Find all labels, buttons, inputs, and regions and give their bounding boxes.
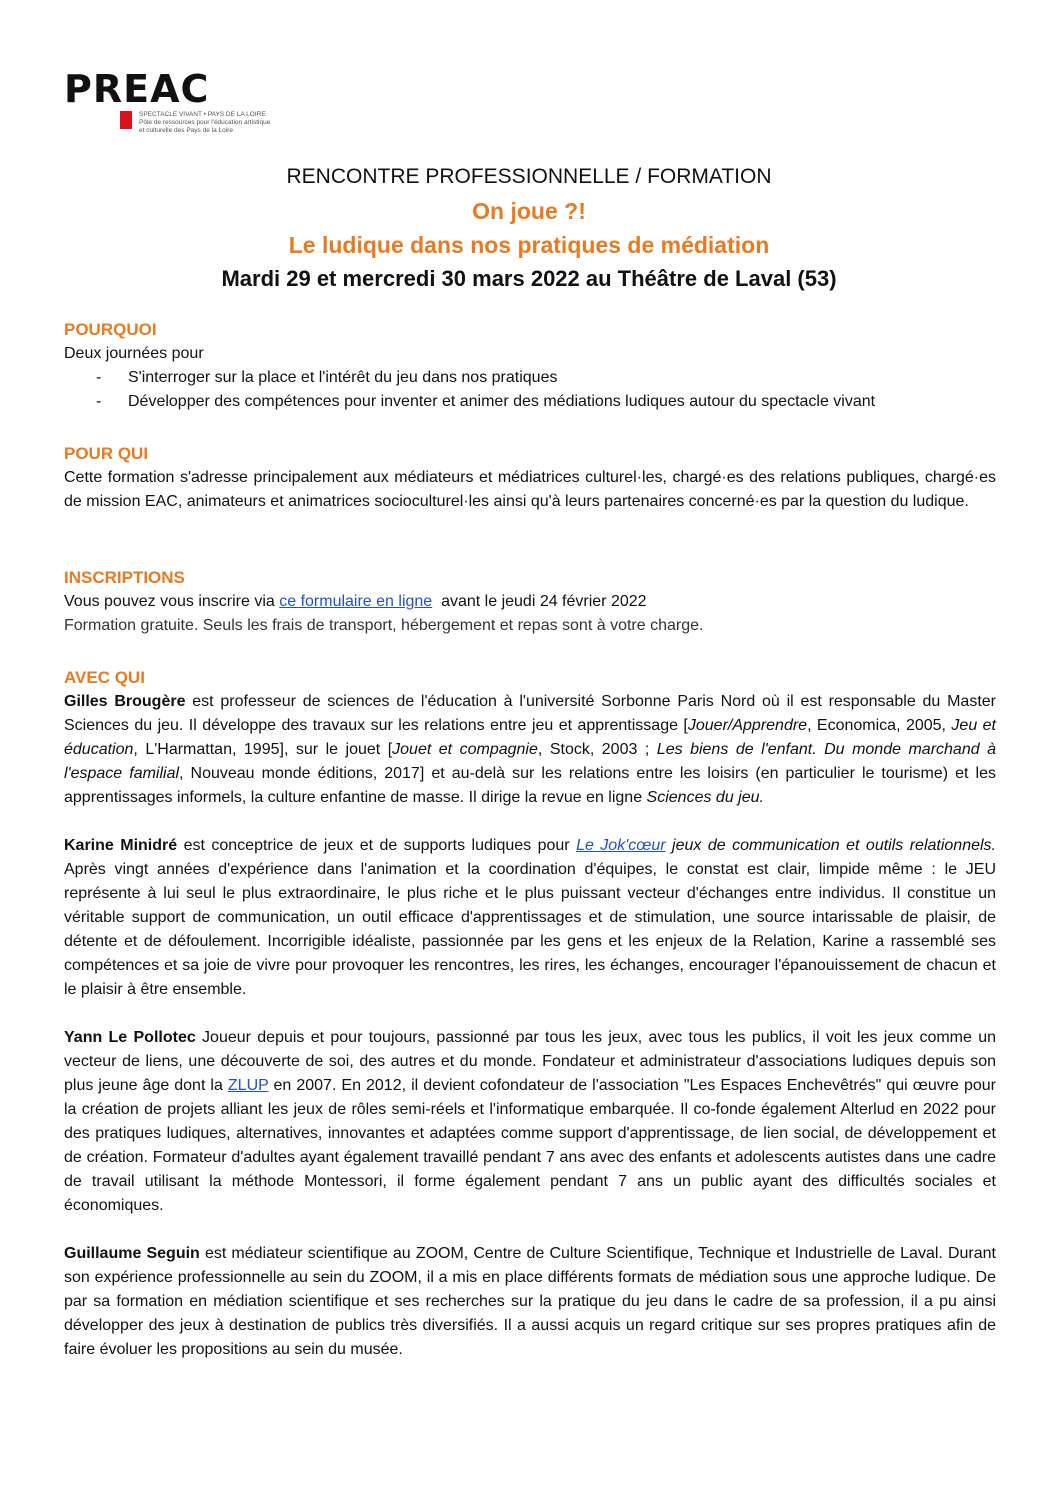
bio-gilles-brougere [64, 690, 996, 810]
list-item [64, 390, 996, 414]
bio-text: est professeur de sciences de l'éducation à l'université Sorbonne Paris Nord où il est responsable du Master Sciences du jeu. Il développe des travaux sur les relations entre jeu et apprentissage [ [64, 693, 996, 734]
heading-pour-qui: POUR QUI [64, 444, 149, 463]
heading-avec-qui: AVEC QUI [64, 668, 145, 687]
bio-text: , Economica, 2005, [807, 717, 952, 734]
bio-text: Après vingt années d'expérience dans l'animation et la coordination d'équipes, le constat est clair, limpide même : le JEU représente à lui seul le plus extraordinaire, le plus riche et le plus puissant vecteur d'échanges entre individus. Il constitue un véritable support de communication, un outil efficace d'apprentissages et de stimulation, une source intarissable de plaisir, de détente et de défoulement. Incorrigible idéaliste, passionnée par les gens et les enjeux de la Relation, Karine a rassemblé ses compétences et sa joie de vivre pour provoquer les rencontres, les rires, les échanges, encourager l'épanouissement de chacun et le plaisir à être ensemble. [64, 861, 996, 998]
list-item [64, 366, 996, 390]
speaker-name: Guillaume Seguin [64, 1245, 200, 1262]
bullet-dash: - [96, 369, 102, 386]
pourquoi-list [64, 366, 996, 414]
logo-tagline [139, 111, 270, 135]
book-title: Jouer/Apprendre [687, 717, 808, 734]
heading-inscriptions: INSCRIPTIONS [64, 568, 185, 587]
logo-wordmark: PREAC [64, 67, 210, 111]
bio-text: , Stock, 2003 ; [537, 741, 657, 758]
heading-pourquoi: POURQUOI [64, 320, 157, 339]
speaker-name: Gilles Brougère [64, 693, 186, 710]
bio-yann-le-pollotec [64, 1026, 996, 1218]
section-pourquoi [64, 318, 996, 414]
bio-text: , Nouveau monde éditions, 2017] et au-delà sur les relations entre les loisirs (en particulier le tourisme) et les apprentissages informels, la culture enfantine de masse. Il dirige la revue en ligne [64, 765, 997, 806]
bio-text: , L'Harmattan, 1995], sur le jouet [ [133, 741, 393, 758]
logo-tagline-line2: Pôle de ressources pour l'éducation artistique [139, 119, 271, 126]
event-date: Mardi 29 et mercredi 30 mars 2022 au Théâtre de Laval (53) [221, 266, 837, 291]
speaker-name: Yann Le Pollotec [64, 1029, 196, 1046]
registration-form-link[interactable]: ce formulaire en ligne [279, 593, 433, 610]
inscriptions-cost-note: Formation gratuite. Seuls les frais de transport, hébergement et repas sont à votre charge. [64, 617, 704, 634]
logo-tagline-line1: SPECTACLE VIVANT • PAYS DE LA LOIRE [139, 111, 266, 118]
jokcoeur-link[interactable]: Le Jok'cœur [576, 837, 666, 854]
bullet-dash: - [96, 393, 102, 410]
inscriptions-deadline: avant le jeudi 24 février 2022 [432, 593, 647, 610]
bio-text: est conceptrice de jeux et de supports ludiques pour [177, 837, 577, 854]
section-pour-qui [64, 442, 996, 514]
book-title: Jeu et éducation [64, 717, 996, 758]
inscriptions-line1 [64, 590, 996, 614]
zlup-link[interactable]: ZLUP [227, 1077, 269, 1094]
bio-karine-minidre [64, 834, 996, 1002]
section-avec-qui [64, 666, 996, 1362]
inscriptions-text: Vous pouvez vous inscrire via [64, 593, 280, 610]
bio-guillaume-seguin [64, 1242, 996, 1362]
bio-text: est médiateur scientifique au ZOOM, Centre de Culture Scientifique, Technique et Industrielle de Laval. Durant son expérience professionnelle au sein du ZOOM, il a mis en place différents formats de médiation sous une approche ludique. De par sa formation en médiation scientifique et ses recherches sur la pratique du jeu dans le cadre de sa profession, il a pu ainsi développer des jeux à destination de publics très diversifiés. Il a aussi acquis un regard critique sur ses propres pratiques afin de faire évoluer les propositions au sein du musée. [64, 1245, 997, 1358]
preac-logo [64, 67, 274, 136]
section-inscriptions [64, 566, 996, 638]
journal-title: Sciences du jeu. [646, 789, 764, 806]
list-item-text: Développer des compétences pour inventer et animer des médiations ludiques autour du spectacle vivant [128, 393, 876, 410]
book-title: Jouet et compagnie [392, 741, 538, 758]
logo-red-mark [120, 111, 132, 129]
list-item-text: S'interroger sur la place et l'intérêt du jeu dans nos pratiques [128, 369, 558, 386]
document-header [0, 160, 1058, 296]
logo-tagline-line3: et culturelle des Pays de la Loire [139, 127, 233, 134]
event-title: On joue ?! [472, 198, 586, 224]
book-title: Les biens de l'enfant. Du monde marchand à l'espace familial [64, 741, 997, 782]
event-subtitle: Le ludique dans nos pratiques de médiation [288, 232, 770, 258]
bio-text: en 2007. En 2012, il devient cofondateur de l'association "Les Espaces Enchevêtrés" qui œuvre pour la création de projets alliant les jeux de rôles semi-réels et l'informatique embarquée. Il co-fonde également Alterlud en 2022 pour des pratiques ludiques, alternatives, innovantes et adaptées comme support d'apprentissage, de lien social, de développement et de création. Formateur d'adultes ayant également travaillé pendant 7 ans avec des enfants et adolescents autistes dans une cadre de travail utilisant la méthode Montessori, il forme également pendant 7 ans un public ayant des difficultés sociales et économiques. [64, 1077, 997, 1214]
document-title: RENCONTRE PROFESSIONNELLE / FORMATION [286, 165, 772, 188]
speaker-name: Karine Minidré [64, 837, 178, 854]
bio-text: Joueur depuis et pour toujours, passionné par tous les jeux, avec tous les publics, il voit les jeux comme un vecteur de liens, une découverte de soi, des autres et du monde. Fondateur et administrateur d'associations ludiques depuis son plus jeune âge dont la [64, 1029, 997, 1094]
pourquoi-intro: Deux journées pour [64, 345, 204, 362]
bio-text-italic: jeux de communication et outils relationnels. [665, 837, 996, 854]
pour-qui-text: Cette formation s'adresse principalement aux médiateurs et médiatrices culturel·les, chargé·es des relations publiques, chargé·es de mission EAC, animateurs et animatrices socioculturel·les ainsi qu'à leurs partenaires concerné·es par la question du ludique. [64, 469, 996, 510]
